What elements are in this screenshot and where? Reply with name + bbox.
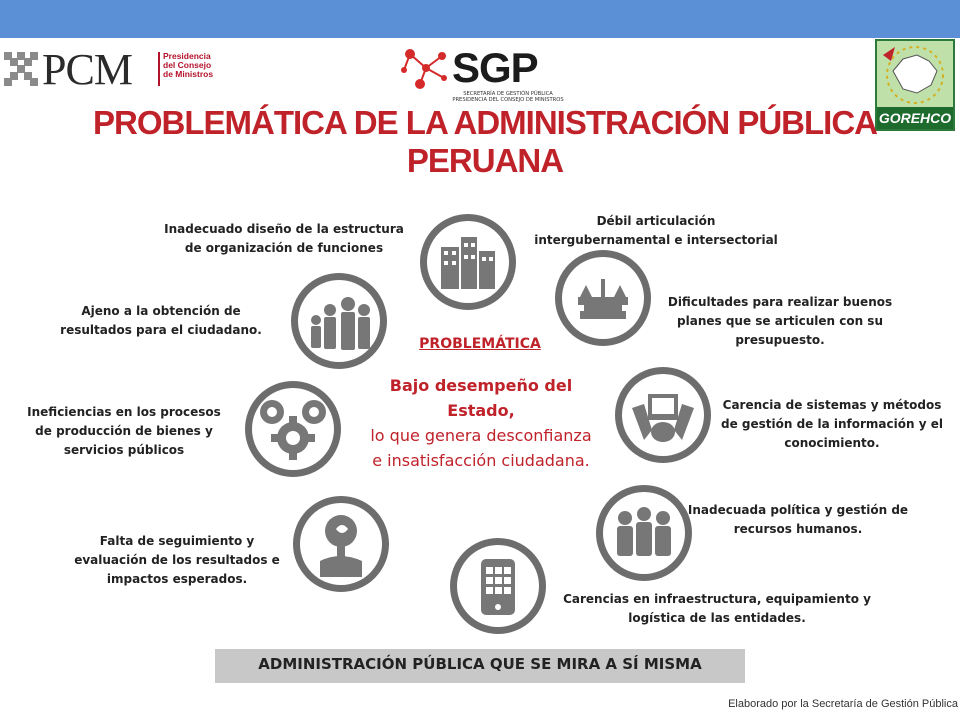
team-icon (596, 485, 692, 581)
buildings-icon (420, 214, 516, 310)
money-hands-icon (615, 367, 711, 463)
gorehco-logo (875, 39, 955, 131)
center-bold-text: Bajo desempeño del Estado, (389, 376, 573, 420)
center-heading: PROBLEMÁTICA (419, 336, 541, 352)
page-title: PROBLEMÁTICA DE LA ADMINISTRACIÓN PÚBLICA PERUANA (93, 104, 877, 179)
family-icon (291, 273, 387, 369)
pcm-logo-subtitle: Presidencia del Consejo de Ministros (163, 51, 214, 79)
footer-credit: Elaborado por la Secretaría de Gestión Pública (728, 698, 958, 710)
problem-label-infrastructure: Carencias en infraestructura, equipamiento y logística de las entidades. (563, 592, 871, 625)
problem-label-processes: Ineficiencias en los procesos de producción de bienes y servicios públicos (27, 405, 221, 457)
tablet-icon (450, 538, 546, 634)
gorehco-label: GOREHCO (877, 107, 953, 129)
problem-label-planning: Dificultades para realizar buenos planes que se articulen con su presupuesto. (667, 295, 893, 347)
problem-label-articulation: Débil articulación intergubernamental e intersectorial (534, 214, 778, 247)
sgp-logo-text: SGP (452, 44, 538, 91)
center-statement (366, 373, 596, 473)
pcm-divider (158, 52, 160, 86)
problem-label-results: Ajeno a la obtención de resultados para el ciudadano. (60, 304, 262, 337)
problem-label-monitoring: Falta de seguimiento y evaluación de los resultados e impactos esperados. (74, 534, 280, 586)
gears-icon (245, 381, 341, 477)
sgp-logo (400, 44, 564, 103)
pcm-emblem-icon (2, 50, 40, 88)
pcm-logo-text: PCM (42, 45, 132, 94)
region-map-icon (877, 41, 953, 107)
problem-label-structure: Inadecuado diseño de la estructura de organización de funciones (164, 222, 404, 255)
problem-label-human-resources: Inadecuada política y gestión de recursos humanos. (687, 503, 909, 536)
pcm-logo (2, 45, 214, 94)
sgp-logo-subtitle: SECRETARÍA DE GESTIÓN PÚBLICA PRESIDENCIA DEL CONSEJO DE MINISTROS (452, 91, 564, 103)
problem-label-information: Carencia de sistemas y métodos de gestión de la información y el conocimiento. (721, 398, 943, 450)
center-body-text: lo que genera desconfianza e insatisfacción ciudadana. (370, 426, 592, 470)
scales-icon (555, 250, 651, 346)
top-bar (0, 0, 960, 38)
bottom-banner: ADMINISTRACIÓN PÚBLICA QUE SE MIRA A SÍ MISMA (215, 647, 745, 683)
plant-icon (293, 496, 389, 592)
sgp-network-icon (400, 44, 452, 94)
